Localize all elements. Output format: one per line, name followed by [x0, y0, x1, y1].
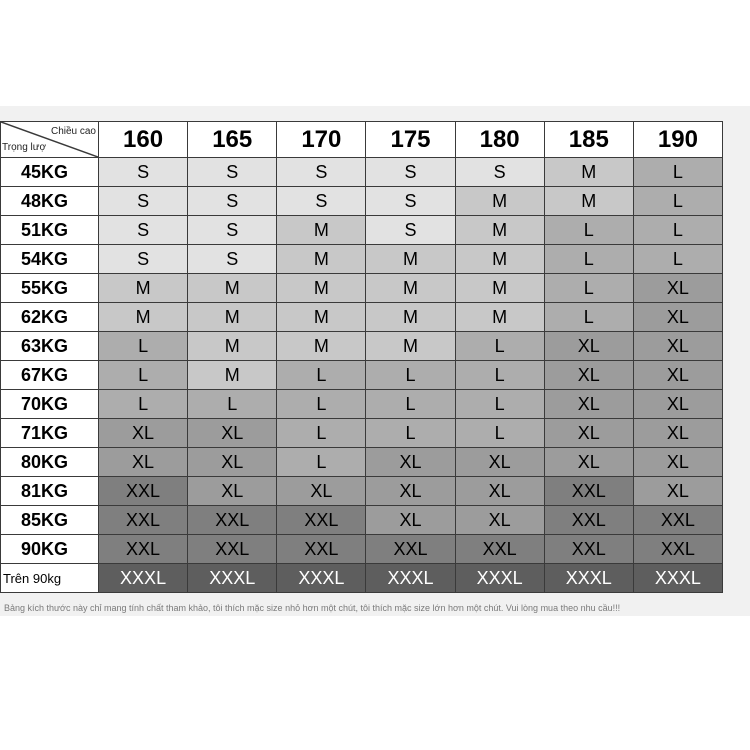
size-cell: S	[188, 245, 277, 274]
size-cell: XL	[188, 477, 277, 506]
size-cell: L	[544, 245, 633, 274]
size-cell: M	[455, 216, 544, 245]
size-cell: M	[455, 245, 544, 274]
size-cell: XXL	[188, 535, 277, 564]
table-row	[1, 187, 723, 216]
table-row	[1, 361, 723, 390]
size-cell: L	[455, 390, 544, 419]
size-cell: M	[277, 332, 366, 361]
size-cell: M	[277, 216, 366, 245]
size-cell: XXXL	[99, 564, 188, 593]
size-cell: XL	[544, 361, 633, 390]
weight-label-cell: 62KG	[1, 303, 99, 332]
size-cell: XXL	[544, 477, 633, 506]
size-cell: XL	[544, 419, 633, 448]
table-row	[1, 506, 723, 535]
size-cell: XL	[455, 448, 544, 477]
weight-label-cell: 70KG	[1, 390, 99, 419]
size-cell: XXL	[99, 506, 188, 535]
table-row	[1, 158, 723, 187]
size-cell: XL	[99, 419, 188, 448]
size-cell: L	[633, 187, 722, 216]
weight-label-cell: 51KG	[1, 216, 99, 245]
size-cell: S	[99, 158, 188, 187]
size-cell: XXXL	[633, 564, 722, 593]
size-cell: XL	[188, 448, 277, 477]
size-cell: L	[633, 158, 722, 187]
size-cell: M	[277, 303, 366, 332]
height-header-cell: 180	[455, 122, 544, 158]
height-axis-label: Chiều cao	[50, 126, 96, 137]
size-cell: L	[633, 216, 722, 245]
size-cell: S	[188, 216, 277, 245]
size-cell: XXL	[455, 535, 544, 564]
size-cell: M	[99, 274, 188, 303]
size-cell: M	[544, 187, 633, 216]
weight-label-cell: Trên 90kg	[1, 564, 99, 593]
weight-label-cell: 45KG	[1, 158, 99, 187]
size-cell: S	[188, 187, 277, 216]
size-cell: M	[455, 187, 544, 216]
size-cell: M	[277, 245, 366, 274]
size-cell: S	[455, 158, 544, 187]
size-cell: XL	[544, 390, 633, 419]
size-cell: M	[366, 274, 455, 303]
size-cell: XL	[455, 506, 544, 535]
weight-label-cell: 81KG	[1, 477, 99, 506]
weight-label-cell: 63KG	[1, 332, 99, 361]
size-cell: M	[99, 303, 188, 332]
size-cell: M	[366, 245, 455, 274]
size-cell: L	[277, 448, 366, 477]
size-cell: XXXL	[366, 564, 455, 593]
size-cell: M	[455, 274, 544, 303]
size-cell: S	[99, 216, 188, 245]
size-cell: XL	[277, 477, 366, 506]
size-cell: XXL	[99, 535, 188, 564]
table-row	[1, 245, 723, 274]
size-cell: XL	[188, 419, 277, 448]
size-cell: M	[188, 361, 277, 390]
size-cell: XL	[455, 477, 544, 506]
size-cell: L	[99, 390, 188, 419]
size-cell: S	[277, 187, 366, 216]
size-chart-table	[0, 121, 723, 593]
size-cell: XL	[366, 448, 455, 477]
table-row	[1, 303, 723, 332]
size-cell: L	[277, 390, 366, 419]
size-cell: XL	[633, 303, 722, 332]
size-cell: XL	[633, 448, 722, 477]
size-cell: L	[455, 361, 544, 390]
size-cell: XXL	[544, 506, 633, 535]
size-cell: XXL	[633, 506, 722, 535]
size-cell: M	[544, 158, 633, 187]
size-cell: L	[277, 419, 366, 448]
height-header-cell: 165	[188, 122, 277, 158]
size-cell: XL	[633, 332, 722, 361]
size-cell: S	[277, 158, 366, 187]
size-cell: XL	[99, 448, 188, 477]
weight-label-cell: 54KG	[1, 245, 99, 274]
size-cell: XL	[544, 448, 633, 477]
size-cell: XXXL	[544, 564, 633, 593]
size-cell: L	[366, 361, 455, 390]
weight-label-cell: 48KG	[1, 187, 99, 216]
table-row	[1, 274, 723, 303]
size-cell: XL	[633, 390, 722, 419]
size-cell: XXXL	[277, 564, 366, 593]
weight-label-cell: 80KG	[1, 448, 99, 477]
size-cell: S	[188, 158, 277, 187]
size-cell: S	[366, 187, 455, 216]
height-header-cell: 160	[99, 122, 188, 158]
size-cell: L	[455, 419, 544, 448]
size-cell: S	[99, 187, 188, 216]
size-cell: M	[366, 303, 455, 332]
size-chart-body	[1, 158, 723, 593]
size-cell: XXL	[277, 506, 366, 535]
size-cell: XXL	[544, 535, 633, 564]
header-row	[1, 122, 723, 158]
size-cell: M	[188, 303, 277, 332]
weight-label-cell: 85KG	[1, 506, 99, 535]
disclaimer-note: Bảng kích thước này chỉ mang tính chất tham khảo, tôi thích mặc size nhỏ hơn một chút, tôi thích mặc size lớn hơn một chút. Vui lòng mua theo nhu cầu!!!	[4, 603, 621, 613]
size-cell: L	[633, 245, 722, 274]
size-cell: XXL	[366, 535, 455, 564]
height-header-cell: 175	[366, 122, 455, 158]
table-row	[1, 564, 723, 593]
corner-header-cell	[1, 122, 99, 158]
size-cell: S	[99, 245, 188, 274]
table-row	[1, 216, 723, 245]
size-cell: XL	[633, 274, 722, 303]
table-row	[1, 390, 723, 419]
size-cell: M	[188, 332, 277, 361]
weight-label-cell: 67KG	[1, 361, 99, 390]
size-cell: XL	[633, 477, 722, 506]
size-cell: XXL	[633, 535, 722, 564]
size-cell: L	[455, 332, 544, 361]
weight-label-cell: 90KG	[1, 535, 99, 564]
size-cell: L	[99, 332, 188, 361]
size-cell: L	[277, 361, 366, 390]
size-cell: L	[366, 419, 455, 448]
size-cell: S	[366, 158, 455, 187]
size-cell: XXL	[188, 506, 277, 535]
size-cell: XXL	[277, 535, 366, 564]
size-cell: XXXL	[188, 564, 277, 593]
size-cell: L	[544, 274, 633, 303]
size-cell: L	[188, 390, 277, 419]
size-cell: M	[455, 303, 544, 332]
table-row	[1, 332, 723, 361]
size-cell: XL	[544, 332, 633, 361]
size-cell: XL	[366, 506, 455, 535]
size-cell: M	[366, 332, 455, 361]
size-cell: XL	[633, 419, 722, 448]
table-row	[1, 419, 723, 448]
size-cell: XL	[633, 361, 722, 390]
size-cell: L	[544, 303, 633, 332]
table-row	[1, 477, 723, 506]
size-cell: M	[188, 274, 277, 303]
height-header-cell: 185	[544, 122, 633, 158]
size-cell: L	[544, 216, 633, 245]
table-row	[1, 448, 723, 477]
size-cell: S	[366, 216, 455, 245]
weight-axis-label: Trọng lượ	[2, 142, 47, 153]
weight-label-cell: 55KG	[1, 274, 99, 303]
size-cell: M	[277, 274, 366, 303]
size-cell: XL	[366, 477, 455, 506]
size-cell: XXL	[99, 477, 188, 506]
size-cell: L	[366, 390, 455, 419]
size-cell: XXXL	[455, 564, 544, 593]
size-cell: L	[99, 361, 188, 390]
weight-label-cell: 71KG	[1, 419, 99, 448]
table-row	[1, 535, 723, 564]
height-header-cell: 170	[277, 122, 366, 158]
height-header-cell: 190	[633, 122, 722, 158]
